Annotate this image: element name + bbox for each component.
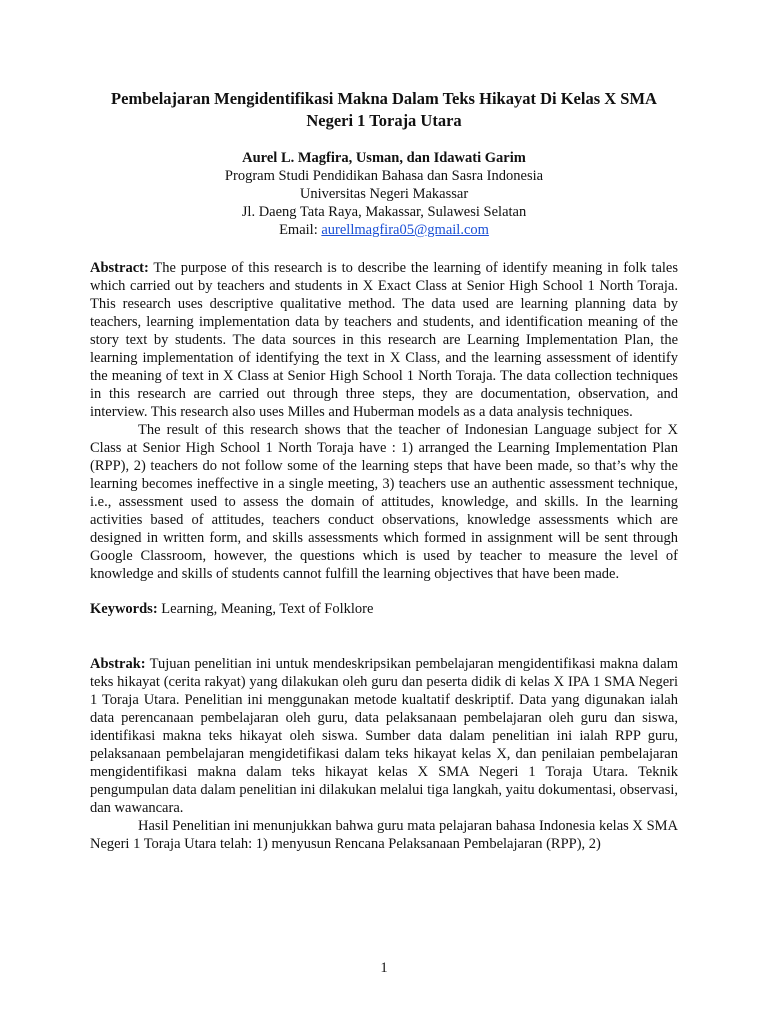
affiliation-address: Jl. Daeng Tata Raya, Makassar, Sulawesi Selatan xyxy=(241,204,527,220)
abstract-id-paragraph-1 xyxy=(90,655,678,817)
affiliation-university: Universitas Negeri Makassar xyxy=(299,186,469,202)
abstract-en-text-1: The purpose of this research is to describe the learning of identify meaning in folk tales which carried out by teachers and students in X Exact Class at Senior High School 1 North Toraja. This research uses descriptive qualitative method. The data used are learning planning data by teachers, learning implementation data by teachers and students, and identification meaning of the story text by students. The data sources in this research are Learning Implementation Plan, the learning implementation of identifying the text in X Class, and the learning assessment of identify the meaning of text in X Class at Senior High School 1 North Toraja. The data collection techniques in this research are carried out through three steps, they are documentation, observation, and interview. This research also uses Milles and Huberman models as a data analysis techniques. xyxy=(90,260,678,420)
abstract-en-paragraph-2: The result of this research shows that the teacher of Indonesian Language subject for X Class at Senior High School 1 North Toraja have : 1) arranged the Learning Implementation Plan (RPP), 2) teachers do not follow some of the learning steps that have been made, so that’s why the learning becomes ineffective in a single meeting, 3) teachers use an authentic assessment technique, i.e., assessment used to assess the domain of attitudes, knowledge, and skills. In the learning activities based of attitudes, teachers conduct observations, knowledge assessments which are designed in written form, and skills assessments which formed in assignment will be sent through Google Classroom, however, the questions which is used by teacher to measure the level of knowledge and skills of students cannot fulfill the learning objectives that have been made. xyxy=(90,422,678,582)
email-line xyxy=(90,221,678,239)
page-number: 1 xyxy=(380,960,388,976)
abstract-id-label: Abstrak: xyxy=(90,656,146,672)
abstract-id-paragraph-2: Hasil Penelitian ini menunjukkan bahwa guru mata pelajaran bahasa Indonesia kelas X SMA Negeri 1 Toraja Utara telah: 1) menyusun Rencana Pelaksanaan Pembelajaran (RPP), 2) xyxy=(90,818,678,852)
affiliation-program: Program Studi Pendidikan Bahasa dan Sasra Indonesia xyxy=(224,168,544,184)
email-label: Email: xyxy=(279,222,322,238)
keywords-line xyxy=(90,600,678,618)
abstract-en-label: Abstract: xyxy=(90,260,149,276)
email-link[interactable]: aurellmagfira05@gmail.com xyxy=(321,222,489,238)
abstract-en-paragraph-1 xyxy=(90,259,678,421)
keywords-label: Keywords: xyxy=(90,601,158,617)
keywords-text: Learning, Meaning, Text of Folklore xyxy=(157,601,374,617)
paper-title: Pembelajaran Mengidentifikasi Makna Dalam Teks Hikayat Di Kelas X SMA Negeri 1 Toraja Utara xyxy=(111,89,657,130)
abstract-id-text-1: Tujuan penelitian ini untuk mendeskripsikan pembelajaran mengidentifikasi makna dalam teks hikayat (cerita rakyat) yang dilakukan oleh guru dan peserta didik di kelas X IPA 1 SMA Negeri 1 Toraja Utara. Penelitian ini menggunakan metode kualtatif deskriptif. Data yang digunakan ialah data perencanaan pembelajaran oleh guru, data pelaksanaan pembelajaran oleh guru dan siswa, identifikasi makna teks hikayat oleh siswa. Sumber data dalam penelitian ini ialah RPP guru, pelaksanaan pembelajaran mengidetifikasi dalam teks hikayat kelas X, dan penilaian pembelajaran mengidentifikasi makna dalam teks hikayat kelas X SMA Negeri 1 Toraja Utara. Teknik pengumpulan data dalam penelitian ini dilakukan melalui tiga langkah, yaitu dokumentasi, observasi, dan wawancara. xyxy=(90,656,678,816)
author-list: Aurel L. Magfira, Usman, dan Idawati Garim xyxy=(242,150,526,166)
